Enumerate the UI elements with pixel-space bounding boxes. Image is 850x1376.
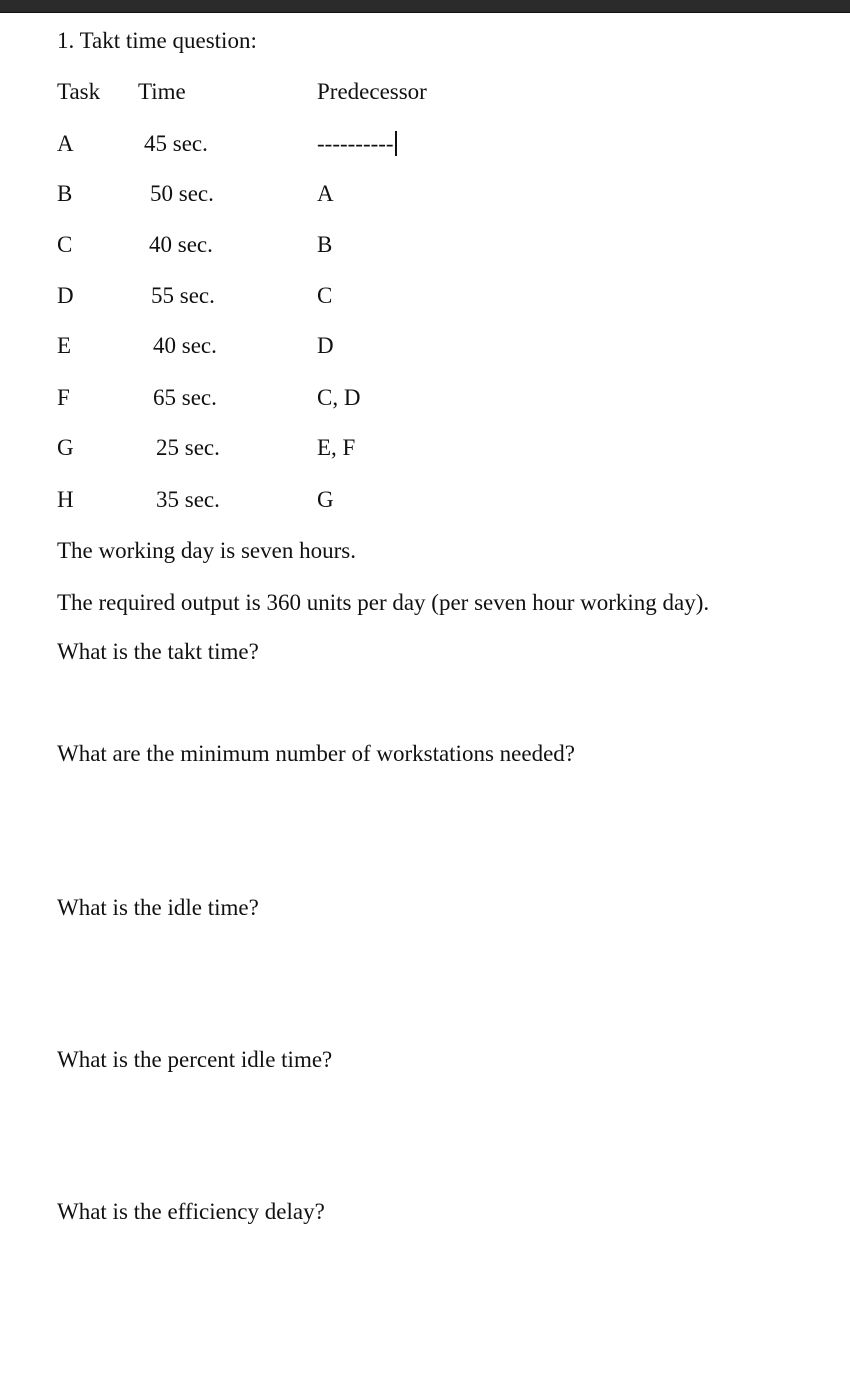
text-cursor — [395, 131, 397, 156]
question-min-workstations: What are the minimum number of workstations needed? — [57, 741, 575, 766]
predecessor-cell: E, F — [317, 435, 356, 460]
task-cell: H — [57, 487, 74, 512]
question-efficiency-delay: What is the efficiency delay? — [57, 1199, 325, 1224]
task-cell: F — [57, 385, 70, 410]
predecessor-cell: D — [317, 333, 334, 358]
question-idle-time: What is the idle time? — [57, 895, 259, 920]
task-cell: A — [57, 131, 74, 156]
predecessor-cell[interactable] — [317, 130, 397, 158]
time-cell: 65 sec. — [153, 385, 217, 410]
question-takt-time: What is the takt time? — [57, 639, 259, 664]
time-cell: 40 sec. — [149, 232, 213, 257]
time-cell: 40 sec. — [153, 333, 217, 358]
header-time: Time — [138, 79, 186, 104]
predecessor-dashes: ---------- — [317, 131, 394, 156]
task-cell: B — [57, 181, 73, 206]
time-cell: 50 sec. — [150, 181, 214, 206]
predecessor-cell: G — [317, 487, 334, 512]
time-cell: 55 sec. — [151, 283, 215, 308]
predecessor-cell: C, D — [317, 385, 361, 410]
required-output-statement: The required output is 360 units per day (per seven hour working day). — [57, 590, 710, 615]
header-task: Task — [57, 79, 101, 104]
task-cell: G — [57, 435, 74, 460]
window-top-bar — [0, 0, 850, 13]
working-day-statement: The working day is seven hours. — [57, 538, 356, 563]
task-cell: E — [57, 333, 72, 358]
time-cell: 35 sec. — [156, 487, 220, 512]
predecessor-cell: C — [317, 283, 333, 308]
question-title: 1. Takt time question: — [57, 28, 257, 53]
predecessor-cell: B — [317, 232, 333, 257]
task-cell: C — [57, 232, 73, 257]
time-cell: 25 sec. — [156, 435, 220, 460]
time-cell: 45 sec. — [144, 131, 208, 156]
question-percent-idle-time: What is the percent idle time? — [57, 1047, 333, 1072]
header-predecessor: Predecessor — [317, 79, 427, 104]
predecessor-cell: A — [317, 181, 334, 206]
task-cell: D — [57, 283, 74, 308]
